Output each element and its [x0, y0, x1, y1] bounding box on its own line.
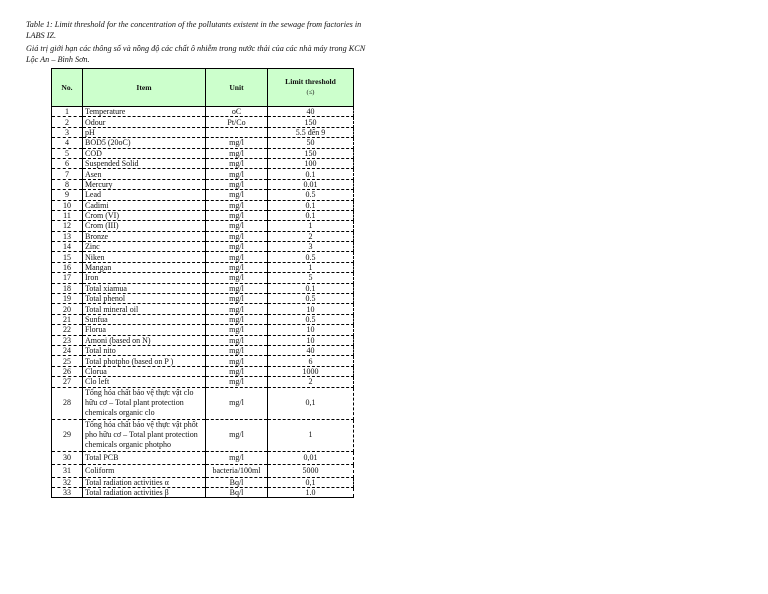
cell-limit: 0.1 — [268, 169, 354, 179]
cell-item: Crom (III) — [83, 221, 206, 231]
cell-item: Total nito — [83, 345, 206, 355]
cell-limit: 1 — [268, 221, 354, 231]
cell-no: 4 — [52, 138, 83, 148]
cell-item: Tổng hóa chất bảo vệ thực vật clo hữu cơ – Total plant protection chemicals organic clo — [83, 387, 206, 419]
header-no: No. — [52, 69, 83, 107]
cell-no: 6 — [52, 158, 83, 168]
cell-no: 13 — [52, 231, 83, 241]
cell-unit: mg/l — [206, 451, 268, 464]
cell-no: 1 — [52, 107, 83, 117]
cell-no: 30 — [52, 451, 83, 464]
cell-unit: mg/l — [206, 366, 268, 376]
table-header-row — [52, 69, 354, 107]
cell-limit: 0.5 — [268, 190, 354, 200]
cell-no: 20 — [52, 304, 83, 314]
cell-limit: 100 — [268, 158, 354, 168]
table-row — [52, 127, 354, 137]
header-limit-symbol: (≤) — [306, 89, 315, 96]
cell-no: 33 — [52, 487, 83, 497]
cell-limit: 150 — [268, 117, 354, 127]
table-row — [52, 210, 354, 220]
cell-no: 19 — [52, 294, 83, 304]
cell-unit: Pt/Co — [206, 117, 268, 127]
cell-unit: mg/l — [206, 419, 268, 451]
cell-unit: bacteria/100ml — [206, 464, 268, 477]
cell-unit: mg/l — [206, 190, 268, 200]
cell-unit: Bq/l — [206, 477, 268, 487]
table-row — [52, 262, 354, 272]
cell-no: 12 — [52, 221, 83, 231]
cell-no: 27 — [52, 377, 83, 387]
cell-item: Coliform — [83, 464, 206, 477]
cell-limit: 40 — [268, 107, 354, 117]
cell-unit: mg/l — [206, 345, 268, 355]
table-row — [52, 487, 354, 497]
cell-limit: 0.5 — [268, 294, 354, 304]
cell-limit: 5.5 đến 9 — [268, 127, 354, 137]
cell-limit: 0.1 — [268, 283, 354, 293]
cell-limit: 2 — [268, 231, 354, 241]
table-row — [52, 221, 354, 231]
cell-no: 16 — [52, 262, 83, 272]
cell-no: 22 — [52, 325, 83, 335]
table-row — [52, 314, 354, 324]
cell-limit: 0.01 — [268, 179, 354, 189]
cell-unit: mg/l — [206, 304, 268, 314]
cell-item: Total mineral oil — [83, 304, 206, 314]
table-caption-vietnamese: Giá trị giới hạn các thông số và nồng độ các chất ô nhiễm trong nước thải của các nhà máy trong KCN Lộc An – Bình Sơn. — [26, 44, 366, 64]
table-row — [52, 335, 354, 345]
table-body — [52, 107, 354, 498]
cell-no: 9 — [52, 190, 83, 200]
cell-limit: 0.5 — [268, 252, 354, 262]
cell-unit: mg/l — [206, 252, 268, 262]
cell-item: Temperature — [83, 107, 206, 117]
cell-no: 14 — [52, 242, 83, 252]
cell-limit: 10 — [268, 335, 354, 345]
cell-unit: mg/l — [206, 179, 268, 189]
cell-unit: mg/l — [206, 283, 268, 293]
cell-unit — [206, 127, 268, 137]
cell-unit: mg/l — [206, 221, 268, 231]
cell-unit: mg/l — [206, 273, 268, 283]
header-limit-label: Limit threshold — [285, 77, 336, 86]
cell-unit: mg/l — [206, 262, 268, 272]
cell-no: 23 — [52, 335, 83, 345]
cell-no: 11 — [52, 210, 83, 220]
table-row — [52, 273, 354, 283]
cell-item: Tổng hóa chất bảo vệ thực vật phốt pho hữu cơ – Total plant protection chemicals organic photpho — [83, 419, 206, 451]
cell-no: 5 — [52, 148, 83, 158]
cell-item: COD — [83, 148, 206, 158]
cell-item: Total radiation activities β — [83, 487, 206, 497]
cell-item: Bronze — [83, 231, 206, 241]
cell-no: 31 — [52, 464, 83, 477]
table-row — [52, 387, 354, 419]
cell-item: Sunfua — [83, 314, 206, 324]
cell-item: Mercury — [83, 179, 206, 189]
table-row — [52, 107, 354, 117]
cell-item: Florua — [83, 325, 206, 335]
cell-limit: 0,1 — [268, 387, 354, 419]
cell-limit: 0.1 — [268, 210, 354, 220]
cell-limit: 2 — [268, 377, 354, 387]
cell-unit: mg/l — [206, 242, 268, 252]
table-row — [52, 231, 354, 241]
cell-item: Clorua — [83, 366, 206, 376]
pollutant-limit-table — [51, 68, 354, 498]
cell-no: 21 — [52, 314, 83, 324]
cell-item: Total radiation activities α — [83, 477, 206, 487]
cell-no: 3 — [52, 127, 83, 137]
cell-no: 18 — [52, 283, 83, 293]
table-row — [52, 294, 354, 304]
table-row — [52, 283, 354, 293]
table-row — [52, 179, 354, 189]
cell-limit: 5 — [268, 273, 354, 283]
cell-limit: 40 — [268, 345, 354, 355]
table-row — [52, 356, 354, 366]
cell-item: Suspended Solid — [83, 158, 206, 168]
cell-no: 29 — [52, 419, 83, 451]
cell-no: 32 — [52, 477, 83, 487]
cell-unit: mg/l — [206, 231, 268, 241]
cell-unit: mg/l — [206, 377, 268, 387]
cell-limit: 6 — [268, 356, 354, 366]
table-row — [52, 148, 354, 158]
cell-limit: 3 — [268, 242, 354, 252]
cell-limit: 0,1 — [268, 477, 354, 487]
table-row — [52, 325, 354, 335]
cell-limit: 1.0 — [268, 487, 354, 497]
table-row — [52, 190, 354, 200]
cell-limit: 0.1 — [268, 200, 354, 210]
cell-unit: Bq/l — [206, 487, 268, 497]
table-row — [52, 451, 354, 464]
cell-no: 17 — [52, 273, 83, 283]
cell-item: Mangan — [83, 262, 206, 272]
cell-item: Cadimi — [83, 200, 206, 210]
cell-no: 8 — [52, 179, 83, 189]
table-row — [52, 377, 354, 387]
cell-item: Clo left — [83, 377, 206, 387]
table-row — [52, 252, 354, 262]
cell-limit: 50 — [268, 138, 354, 148]
cell-unit: mg/l — [206, 138, 268, 148]
cell-no: 25 — [52, 356, 83, 366]
cell-unit: mg/l — [206, 314, 268, 324]
table-row — [52, 169, 354, 179]
table-row — [52, 138, 354, 148]
cell-unit: mg/l — [206, 200, 268, 210]
cell-limit: 150 — [268, 148, 354, 158]
table-row — [52, 366, 354, 376]
cell-no: 10 — [52, 200, 83, 210]
cell-no: 26 — [52, 366, 83, 376]
cell-item: Asen — [83, 169, 206, 179]
cell-no: 15 — [52, 252, 83, 262]
cell-item: Total PCB — [83, 451, 206, 464]
table-row — [52, 419, 354, 451]
table-row — [52, 117, 354, 127]
cell-item: BOD5 (20oC) — [83, 138, 206, 148]
cell-item: Total xiamua — [83, 283, 206, 293]
cell-item: Lead — [83, 190, 206, 200]
table-caption-english: Table 1: Limit threshold for the concentration of the pollutants existent in the sewage from factories in LABS IZ. — [26, 20, 362, 40]
cell-unit: mg/l — [206, 169, 268, 179]
cell-item: Crom (VI) — [83, 210, 206, 220]
cell-no: 24 — [52, 345, 83, 355]
table-row — [52, 464, 354, 477]
cell-item: Total phenol — [83, 294, 206, 304]
cell-unit: mg/l — [206, 148, 268, 158]
cell-limit: 0.5 — [268, 314, 354, 324]
cell-limit: 0,01 — [268, 451, 354, 464]
table-row — [52, 200, 354, 210]
cell-no: 7 — [52, 169, 83, 179]
header-unit: Unit — [206, 69, 268, 107]
cell-item: Amoni (based on N) — [83, 335, 206, 345]
cell-item: Niken — [83, 252, 206, 262]
cell-unit: mg/l — [206, 158, 268, 168]
cell-unit: mg/l — [206, 210, 268, 220]
table-row — [52, 242, 354, 252]
cell-limit: 1 — [268, 419, 354, 451]
cell-unit: mg/l — [206, 335, 268, 345]
table-row — [52, 304, 354, 314]
cell-limit: 1 — [268, 262, 354, 272]
table-row — [52, 158, 354, 168]
cell-no: 2 — [52, 117, 83, 127]
cell-unit: mg/l — [206, 356, 268, 366]
cell-unit: oC — [206, 107, 268, 117]
cell-unit: mg/l — [206, 294, 268, 304]
header-item: Item — [83, 69, 206, 107]
cell-limit: 5000 — [268, 464, 354, 477]
table-row — [52, 477, 354, 487]
cell-item: Iron — [83, 273, 206, 283]
cell-unit: mg/l — [206, 325, 268, 335]
cell-unit: mg/l — [206, 387, 268, 419]
cell-limit: 1000 — [268, 366, 354, 376]
cell-limit: 10 — [268, 325, 354, 335]
table-row — [52, 345, 354, 355]
cell-item: Zinc — [83, 242, 206, 252]
header-limit — [268, 69, 354, 107]
cell-item: pH — [83, 127, 206, 137]
cell-item: Total photpho (based on P ) — [83, 356, 206, 366]
cell-limit: 10 — [268, 304, 354, 314]
cell-no: 28 — [52, 387, 83, 419]
cell-item: Odour — [83, 117, 206, 127]
